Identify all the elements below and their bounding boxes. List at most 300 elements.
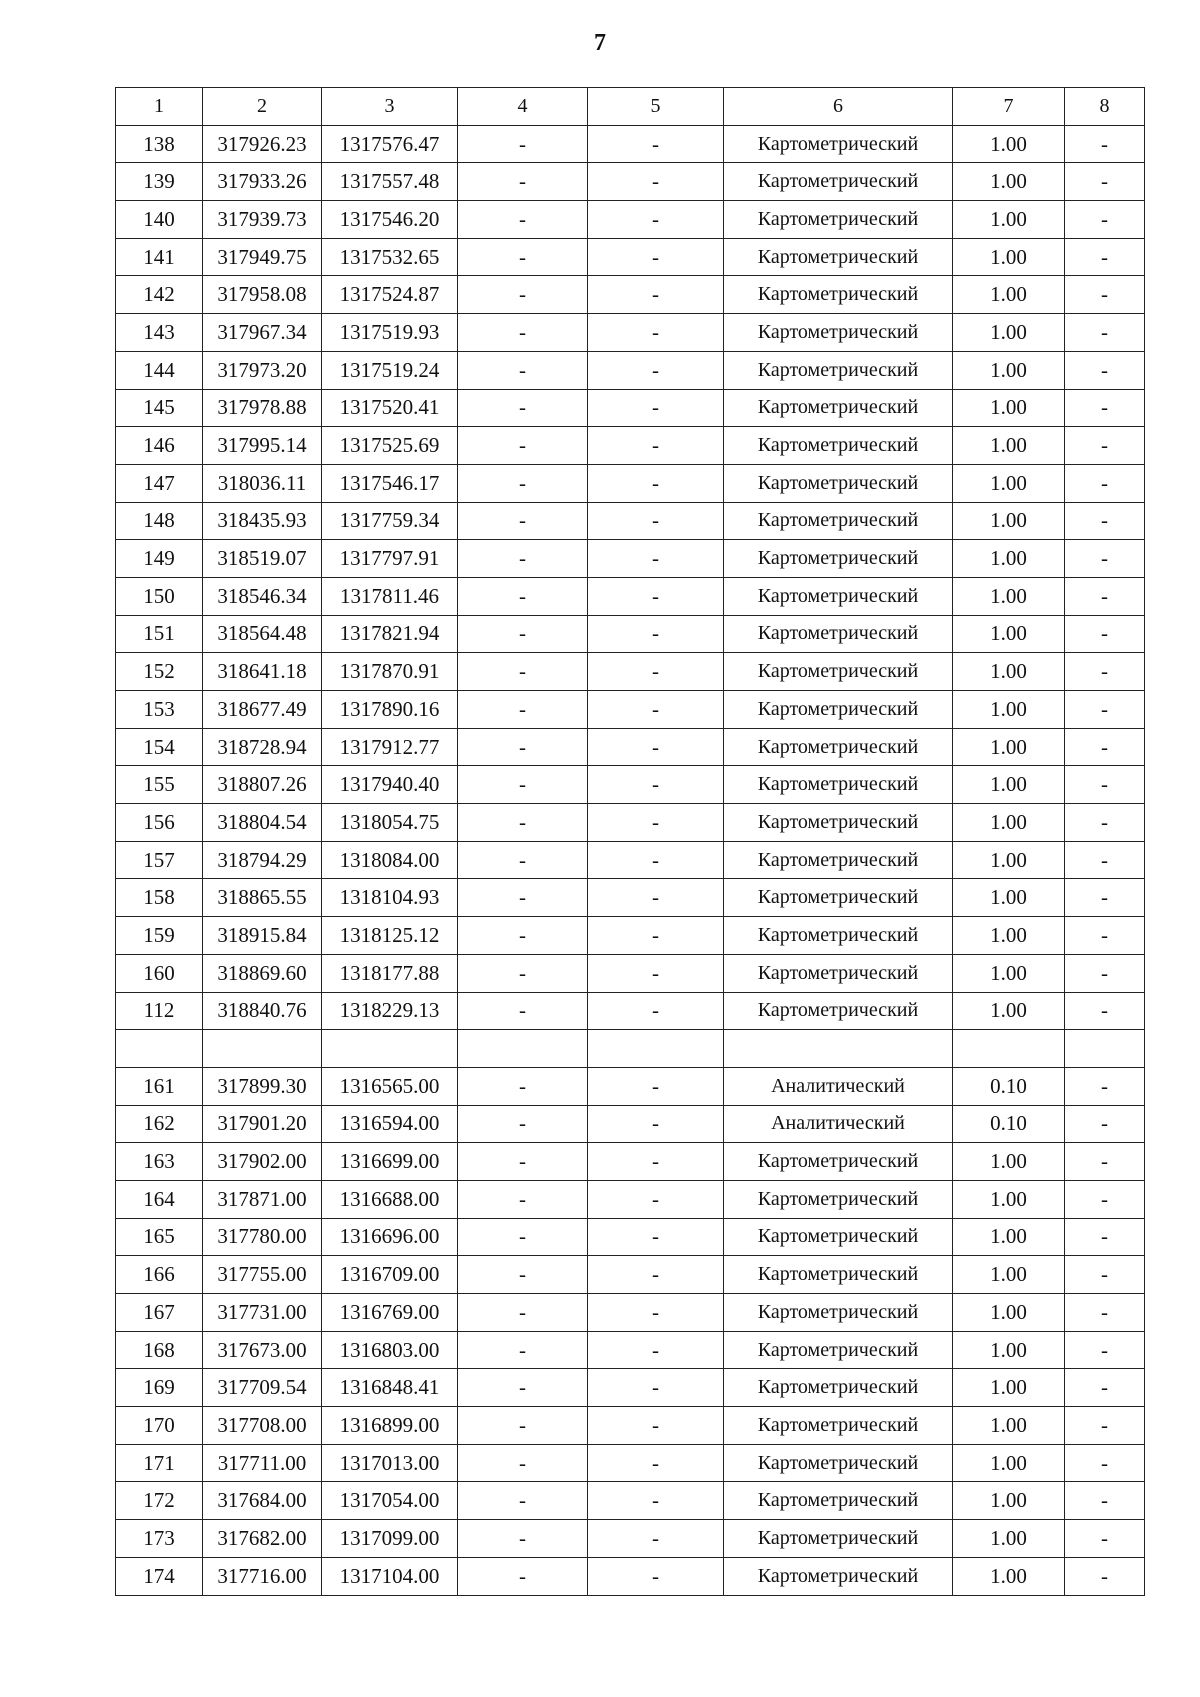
col4-cell: -: [458, 464, 588, 502]
x-coordinate-cell: 318869.60: [203, 954, 322, 992]
col8-cell: -: [1065, 1256, 1145, 1294]
method-cell: Картометрический: [724, 163, 953, 201]
col5-cell: -: [588, 1520, 724, 1558]
x-coordinate-cell: 318807.26: [203, 766, 322, 804]
col4-cell: -: [458, 1331, 588, 1369]
x-coordinate-cell: 317780.00: [203, 1218, 322, 1256]
precision-cell: 1.00: [953, 351, 1065, 389]
table-header-row: [116, 88, 1145, 126]
col8-cell: -: [1065, 427, 1145, 465]
col8-cell: -: [1065, 766, 1145, 804]
header-cell: 3: [322, 88, 458, 126]
col8-cell: -: [1065, 1067, 1145, 1105]
x-coordinate-cell: 318804.54: [203, 804, 322, 842]
y-coordinate-cell: 1317054.00: [322, 1482, 458, 1520]
col4-cell: [458, 1030, 588, 1068]
col8-cell: -: [1065, 1520, 1145, 1558]
y-coordinate-cell: 1317912.77: [322, 728, 458, 766]
precision-cell: 1.00: [953, 1143, 1065, 1181]
x-coordinate-cell: 318915.84: [203, 917, 322, 955]
col8-cell: -: [1065, 917, 1145, 955]
method-cell: Картометрический: [724, 389, 953, 427]
method-cell: Картометрический: [724, 464, 953, 502]
table-row: [116, 1557, 1145, 1595]
col8-cell: -: [1065, 992, 1145, 1030]
col5-cell: -: [588, 1407, 724, 1445]
y-coordinate-cell: 1317519.24: [322, 351, 458, 389]
col5-cell: -: [588, 653, 724, 691]
col8-cell: -: [1065, 1557, 1145, 1595]
precision-cell: 1.00: [953, 954, 1065, 992]
method-cell: Аналитический: [724, 1067, 953, 1105]
point-number-cell: 173: [116, 1520, 203, 1558]
col8-cell: -: [1065, 804, 1145, 842]
col8-cell: -: [1065, 464, 1145, 502]
precision-cell: 0.10: [953, 1105, 1065, 1143]
method-cell: Аналитический: [724, 1105, 953, 1143]
precision-cell: 1.00: [953, 615, 1065, 653]
table-row: [116, 1369, 1145, 1407]
table-row: [116, 577, 1145, 615]
y-coordinate-cell: 1317870.91: [322, 653, 458, 691]
precision-cell: 1.00: [953, 1294, 1065, 1332]
col5-cell: -: [588, 1331, 724, 1369]
table-row: [116, 502, 1145, 540]
method-cell: [724, 1030, 953, 1068]
coordinates-table: [115, 87, 1145, 1596]
header-cell: 4: [458, 88, 588, 126]
col8-cell: -: [1065, 125, 1145, 163]
col4-cell: -: [458, 577, 588, 615]
point-number-cell: 167: [116, 1294, 203, 1332]
point-number-cell: 142: [116, 276, 203, 314]
header-cell: 7: [953, 88, 1065, 126]
method-cell: Картометрический: [724, 1407, 953, 1445]
method-cell: Картометрический: [724, 502, 953, 540]
precision-cell: 1.00: [953, 389, 1065, 427]
col8-cell: -: [1065, 1444, 1145, 1482]
y-coordinate-cell: 1317519.93: [322, 314, 458, 352]
method-cell: Картометрический: [724, 1369, 953, 1407]
col8-cell: -: [1065, 1482, 1145, 1520]
col8-cell: -: [1065, 691, 1145, 729]
col5-cell: -: [588, 615, 724, 653]
precision-cell: 1.00: [953, 691, 1065, 729]
precision-cell: 1.00: [953, 804, 1065, 842]
table-row: [116, 615, 1145, 653]
point-number-cell: 144: [116, 351, 203, 389]
precision-cell: 1.00: [953, 540, 1065, 578]
header-cell: 2: [203, 88, 322, 126]
y-coordinate-cell: 1316848.41: [322, 1369, 458, 1407]
col5-cell: -: [588, 1482, 724, 1520]
col4-cell: -: [458, 163, 588, 201]
point-number-cell: 157: [116, 841, 203, 879]
table-row: [116, 1256, 1145, 1294]
method-cell: Картометрический: [724, 577, 953, 615]
x-coordinate-cell: 317708.00: [203, 1407, 322, 1445]
x-coordinate-cell: 318728.94: [203, 728, 322, 766]
precision-cell: 1.00: [953, 577, 1065, 615]
col5-cell: -: [588, 1256, 724, 1294]
point-number-cell: 150: [116, 577, 203, 615]
precision-cell: 1.00: [953, 992, 1065, 1030]
col5-cell: -: [588, 992, 724, 1030]
x-coordinate-cell: 317673.00: [203, 1331, 322, 1369]
method-cell: Картометрический: [724, 992, 953, 1030]
table-row: [116, 992, 1145, 1030]
col5-cell: -: [588, 351, 724, 389]
table-row: [116, 1331, 1145, 1369]
table-row: [116, 1180, 1145, 1218]
x-coordinate-cell: 317902.00: [203, 1143, 322, 1181]
method-cell: Картометрический: [724, 841, 953, 879]
col5-cell: -: [588, 125, 724, 163]
x-coordinate-cell: 318840.76: [203, 992, 322, 1030]
col5-cell: -: [588, 766, 724, 804]
method-cell: Картометрический: [724, 314, 953, 352]
precision-cell: 1.00: [953, 427, 1065, 465]
x-coordinate-cell: 317995.14: [203, 427, 322, 465]
y-coordinate-cell: 1316803.00: [322, 1331, 458, 1369]
x-coordinate-cell: [203, 1030, 322, 1068]
point-number-cell: 112: [116, 992, 203, 1030]
col4-cell: -: [458, 1180, 588, 1218]
table-row: [116, 201, 1145, 239]
y-coordinate-cell: 1316899.00: [322, 1407, 458, 1445]
x-coordinate-cell: 317978.88: [203, 389, 322, 427]
point-number-cell: 160: [116, 954, 203, 992]
col8-cell: -: [1065, 1407, 1145, 1445]
y-coordinate-cell: 1317759.34: [322, 502, 458, 540]
x-coordinate-cell: 318036.11: [203, 464, 322, 502]
col5-cell: -: [588, 276, 724, 314]
col4-cell: -: [458, 879, 588, 917]
method-cell: Картометрический: [724, 427, 953, 465]
table-row: [116, 276, 1145, 314]
header-cell: 5: [588, 88, 724, 126]
y-coordinate-cell: 1318177.88: [322, 954, 458, 992]
precision-cell: 1.00: [953, 1180, 1065, 1218]
col4-cell: -: [458, 728, 588, 766]
x-coordinate-cell: 318794.29: [203, 841, 322, 879]
point-number-cell: 158: [116, 879, 203, 917]
col4-cell: -: [458, 804, 588, 842]
col8-cell: -: [1065, 728, 1145, 766]
y-coordinate-cell: 1317811.46: [322, 577, 458, 615]
col5-cell: -: [588, 1105, 724, 1143]
table-row: [116, 464, 1145, 502]
method-cell: Картометрический: [724, 238, 953, 276]
precision-cell: [953, 1030, 1065, 1068]
table-row: [116, 1407, 1145, 1445]
x-coordinate-cell: 317716.00: [203, 1557, 322, 1595]
col4-cell: -: [458, 389, 588, 427]
col4-cell: -: [458, 1218, 588, 1256]
point-number-cell: 146: [116, 427, 203, 465]
table-row: [116, 653, 1145, 691]
header-cell: 1: [116, 88, 203, 126]
col5-cell: -: [588, 163, 724, 201]
col4-cell: -: [458, 427, 588, 465]
point-number-cell: 145: [116, 389, 203, 427]
x-coordinate-cell: 318546.34: [203, 577, 322, 615]
col4-cell: -: [458, 201, 588, 239]
col4-cell: -: [458, 1369, 588, 1407]
table-body: [116, 88, 1145, 1596]
point-number-cell: 159: [116, 917, 203, 955]
precision-cell: 1.00: [953, 879, 1065, 917]
x-coordinate-cell: 317731.00: [203, 1294, 322, 1332]
method-cell: Картометрический: [724, 1482, 953, 1520]
point-number-cell: 151: [116, 615, 203, 653]
y-coordinate-cell: 1317525.69: [322, 427, 458, 465]
col8-cell: -: [1065, 1294, 1145, 1332]
method-cell: Картометрический: [724, 1294, 953, 1332]
table-row: [116, 879, 1145, 917]
col5-cell: -: [588, 917, 724, 955]
precision-cell: 1.00: [953, 1444, 1065, 1482]
col8-cell: -: [1065, 879, 1145, 917]
point-number-cell: 139: [116, 163, 203, 201]
x-coordinate-cell: 317755.00: [203, 1256, 322, 1294]
col8-cell: -: [1065, 389, 1145, 427]
table-row: [116, 125, 1145, 163]
precision-cell: 1.00: [953, 653, 1065, 691]
x-coordinate-cell: 317958.08: [203, 276, 322, 314]
col5-cell: -: [588, 879, 724, 917]
col5-cell: -: [588, 540, 724, 578]
col4-cell: -: [458, 1256, 588, 1294]
col5-cell: -: [588, 728, 724, 766]
header-cell: 8: [1065, 88, 1145, 126]
point-number-cell: 164: [116, 1180, 203, 1218]
precision-cell: 1.00: [953, 163, 1065, 201]
col4-cell: -: [458, 540, 588, 578]
method-cell: Картометрический: [724, 917, 953, 955]
col5-cell: -: [588, 314, 724, 352]
point-number-cell: 138: [116, 125, 203, 163]
precision-cell: 1.00: [953, 201, 1065, 239]
method-cell: Картометрический: [724, 276, 953, 314]
point-number-cell: 170: [116, 1407, 203, 1445]
precision-cell: 1.00: [953, 1557, 1065, 1595]
x-coordinate-cell: 317709.54: [203, 1369, 322, 1407]
precision-cell: 1.00: [953, 276, 1065, 314]
y-coordinate-cell: 1318229.13: [322, 992, 458, 1030]
point-number-cell: 161: [116, 1067, 203, 1105]
precision-cell: 1.00: [953, 1369, 1065, 1407]
point-number-cell: 172: [116, 1482, 203, 1520]
col4-cell: -: [458, 954, 588, 992]
col8-cell: -: [1065, 314, 1145, 352]
precision-cell: 1.00: [953, 728, 1065, 766]
col4-cell: -: [458, 992, 588, 1030]
precision-cell: 1.00: [953, 238, 1065, 276]
method-cell: Картометрический: [724, 540, 953, 578]
col8-cell: -: [1065, 1331, 1145, 1369]
col8-cell: -: [1065, 351, 1145, 389]
y-coordinate-cell: 1317546.17: [322, 464, 458, 502]
table-row: [116, 1444, 1145, 1482]
point-number-cell: 143: [116, 314, 203, 352]
x-coordinate-cell: 317901.20: [203, 1105, 322, 1143]
col4-cell: -: [458, 125, 588, 163]
point-number-cell: 174: [116, 1557, 203, 1595]
point-number-cell: 162: [116, 1105, 203, 1143]
col8-cell: -: [1065, 1369, 1145, 1407]
point-number-cell: 141: [116, 238, 203, 276]
y-coordinate-cell: 1316699.00: [322, 1143, 458, 1181]
col8-cell: -: [1065, 201, 1145, 239]
y-coordinate-cell: 1316696.00: [322, 1218, 458, 1256]
col4-cell: -: [458, 1407, 588, 1445]
table-row: [116, 238, 1145, 276]
method-cell: Картометрический: [724, 125, 953, 163]
col5-cell: -: [588, 1218, 724, 1256]
col8-cell: -: [1065, 1105, 1145, 1143]
col5-cell: -: [588, 201, 724, 239]
precision-cell: 1.00: [953, 502, 1065, 540]
col5-cell: -: [588, 1444, 724, 1482]
col5-cell: -: [588, 464, 724, 502]
method-cell: Картометрический: [724, 201, 953, 239]
precision-cell: 1.00: [953, 1482, 1065, 1520]
table-row: [116, 1482, 1145, 1520]
col4-cell: -: [458, 502, 588, 540]
x-coordinate-cell: 318519.07: [203, 540, 322, 578]
y-coordinate-cell: [322, 1030, 458, 1068]
x-coordinate-cell: 318865.55: [203, 879, 322, 917]
col4-cell: -: [458, 351, 588, 389]
point-number-cell: [116, 1030, 203, 1068]
x-coordinate-cell: 317684.00: [203, 1482, 322, 1520]
col4-cell: -: [458, 1520, 588, 1558]
col4-cell: -: [458, 653, 588, 691]
col4-cell: -: [458, 1294, 588, 1332]
point-number-cell: 154: [116, 728, 203, 766]
col8-cell: -: [1065, 577, 1145, 615]
x-coordinate-cell: 317939.73: [203, 201, 322, 239]
col5-cell: -: [588, 1067, 724, 1105]
col8-cell: -: [1065, 1218, 1145, 1256]
precision-cell: 1.00: [953, 1256, 1065, 1294]
x-coordinate-cell: 317711.00: [203, 1444, 322, 1482]
y-coordinate-cell: 1318084.00: [322, 841, 458, 879]
col5-cell: -: [588, 841, 724, 879]
table-row: [116, 728, 1145, 766]
col8-cell: -: [1065, 653, 1145, 691]
y-coordinate-cell: 1317532.65: [322, 238, 458, 276]
col4-cell: -: [458, 691, 588, 729]
y-coordinate-cell: 1317940.40: [322, 766, 458, 804]
col8-cell: -: [1065, 163, 1145, 201]
table-row: [116, 1105, 1145, 1143]
y-coordinate-cell: 1317557.48: [322, 163, 458, 201]
table-row: [116, 351, 1145, 389]
x-coordinate-cell: 318564.48: [203, 615, 322, 653]
y-coordinate-cell: 1316709.00: [322, 1256, 458, 1294]
table-row: [116, 1067, 1145, 1105]
col8-cell: -: [1065, 276, 1145, 314]
col8-cell: -: [1065, 1143, 1145, 1181]
col8-cell: -: [1065, 238, 1145, 276]
method-cell: Картометрический: [724, 653, 953, 691]
point-number-cell: 147: [116, 464, 203, 502]
col5-cell: -: [588, 427, 724, 465]
y-coordinate-cell: 1317524.87: [322, 276, 458, 314]
col5-cell: -: [588, 691, 724, 729]
y-coordinate-cell: 1318125.12: [322, 917, 458, 955]
method-cell: Картометрический: [724, 1180, 953, 1218]
y-coordinate-cell: 1317821.94: [322, 615, 458, 653]
table-row: [116, 1143, 1145, 1181]
table-row: [116, 1294, 1145, 1332]
col4-cell: -: [458, 276, 588, 314]
table-row: [116, 691, 1145, 729]
col5-cell: -: [588, 577, 724, 615]
y-coordinate-cell: 1317546.20: [322, 201, 458, 239]
point-number-cell: 156: [116, 804, 203, 842]
method-cell: Картометрический: [724, 1331, 953, 1369]
y-coordinate-cell: 1316769.00: [322, 1294, 458, 1332]
point-number-cell: 171: [116, 1444, 203, 1482]
precision-cell: 1.00: [953, 1331, 1065, 1369]
x-coordinate-cell: 317973.20: [203, 351, 322, 389]
y-coordinate-cell: 1317104.00: [322, 1557, 458, 1595]
precision-cell: 0.10: [953, 1067, 1065, 1105]
point-number-cell: 149: [116, 540, 203, 578]
col8-cell: [1065, 1030, 1145, 1068]
x-coordinate-cell: 317933.26: [203, 163, 322, 201]
col4-cell: -: [458, 1143, 588, 1181]
point-number-cell: 165: [116, 1218, 203, 1256]
col8-cell: -: [1065, 841, 1145, 879]
x-coordinate-cell: 317926.23: [203, 125, 322, 163]
table-row: [116, 841, 1145, 879]
x-coordinate-cell: 318641.18: [203, 653, 322, 691]
point-number-cell: 163: [116, 1143, 203, 1181]
col4-cell: -: [458, 917, 588, 955]
precision-cell: 1.00: [953, 125, 1065, 163]
y-coordinate-cell: 1317890.16: [322, 691, 458, 729]
x-coordinate-cell: 317967.34: [203, 314, 322, 352]
precision-cell: 1.00: [953, 1520, 1065, 1558]
col4-cell: -: [458, 841, 588, 879]
col5-cell: -: [588, 1369, 724, 1407]
precision-cell: 1.00: [953, 1407, 1065, 1445]
col8-cell: -: [1065, 540, 1145, 578]
point-number-cell: 153: [116, 691, 203, 729]
table-row: [116, 917, 1145, 955]
y-coordinate-cell: 1317013.00: [322, 1444, 458, 1482]
col4-cell: -: [458, 238, 588, 276]
y-coordinate-cell: 1317797.91: [322, 540, 458, 578]
col4-cell: -: [458, 314, 588, 352]
col4-cell: -: [458, 1067, 588, 1105]
method-cell: Картометрический: [724, 1218, 953, 1256]
method-cell: Картометрический: [724, 615, 953, 653]
table-row: [116, 766, 1145, 804]
y-coordinate-cell: 1316688.00: [322, 1180, 458, 1218]
method-cell: Картометрический: [724, 1557, 953, 1595]
col4-cell: -: [458, 1444, 588, 1482]
x-coordinate-cell: 317871.00: [203, 1180, 322, 1218]
method-cell: Картометрический: [724, 351, 953, 389]
table-row: [116, 389, 1145, 427]
y-coordinate-cell: 1318054.75: [322, 804, 458, 842]
point-number-cell: 152: [116, 653, 203, 691]
